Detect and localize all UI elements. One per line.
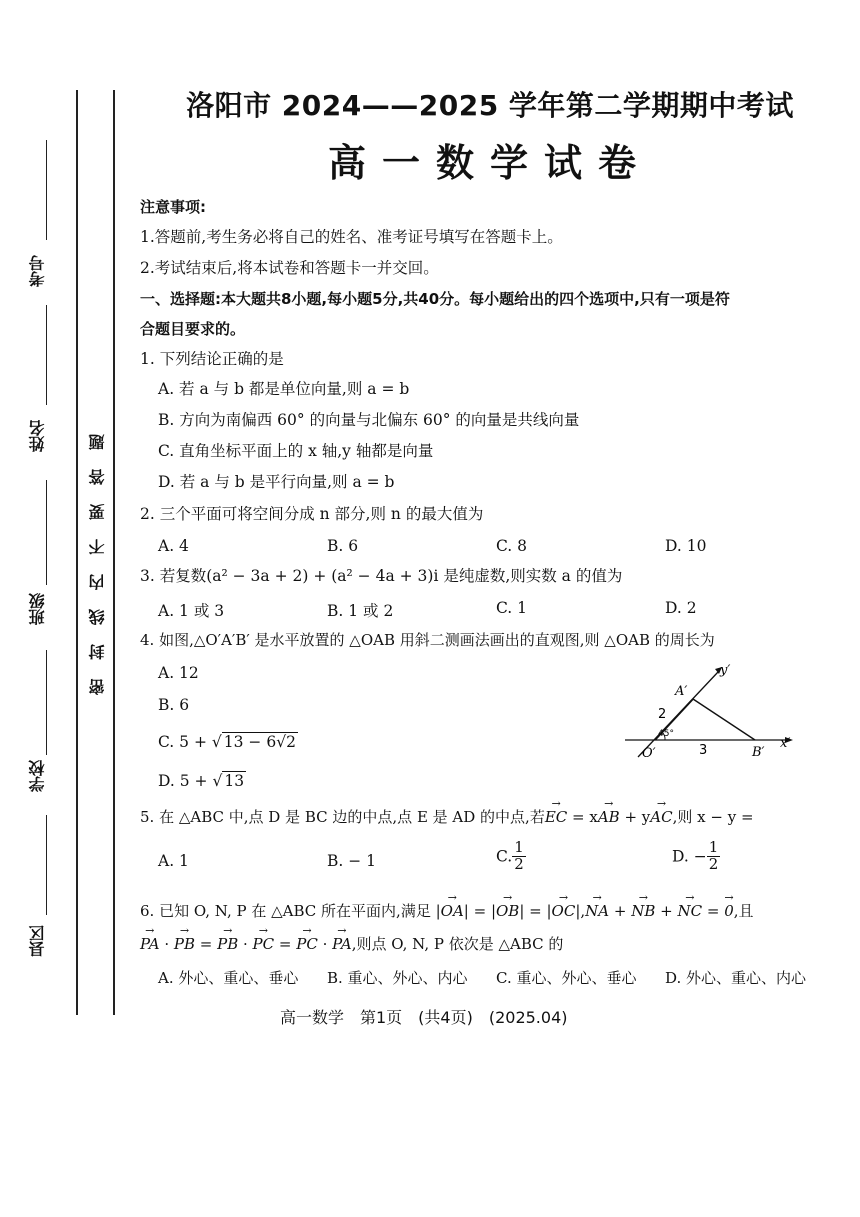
q5-option-d	[672, 840, 720, 873]
q5-option-d-label: D. −	[672, 847, 707, 866]
q6-text: ,且	[733, 902, 754, 920]
q4-option-d	[158, 772, 246, 790]
q1-option-b: B. 方向为南偏西 60° 的向量与北偏东 60° 的向量是共线向量	[158, 411, 580, 429]
notes-heading: 注意事项:	[140, 198, 206, 216]
label-b-prime: B′	[752, 745, 765, 760]
length-ob: 3	[699, 743, 708, 758]
class-blank	[46, 480, 47, 585]
q6-text: +	[609, 902, 632, 920]
q3-stem: 3. 若复数(a² − 3a + 2) + (a² − 4a + 3)i 是纯虚数,则实数 a 的值为	[140, 567, 623, 585]
zero-vector: → 0	[724, 902, 734, 920]
note-item-2: 2.考试结束后,将本试卷和答题卡一并交回。	[140, 259, 439, 277]
label-o-prime: O′	[642, 746, 656, 761]
q4-option-d-prefix: D. 5 +	[158, 772, 213, 790]
q1-option-c: C. 直角坐标平面上的 x 轴,y 轴都是向量	[158, 442, 434, 460]
vector-oc: → OC	[552, 902, 576, 920]
vector-pb: → PB	[174, 935, 195, 953]
q5-option-b: B. − 1	[327, 852, 377, 870]
exam-number-label: 考号	[28, 255, 47, 287]
denominator: 2	[514, 854, 524, 873]
q6-stem-line1	[140, 902, 754, 920]
school-label: 学校	[28, 760, 47, 792]
q1-stem: 1. 下列结论正确的是	[140, 350, 284, 368]
vector-na: → NA	[585, 902, 609, 920]
q6-text: ·	[159, 935, 174, 953]
vector-pa: → PA	[140, 935, 160, 953]
q5-eq: = x	[567, 808, 598, 826]
segment-ab	[693, 699, 755, 740]
exam-title: 洛阳市 2024——2025 学年第二学期期中考试	[186, 89, 794, 122]
vector-nb: → NB	[631, 902, 655, 920]
vector-pc: → PC	[253, 935, 275, 953]
fraction	[707, 840, 721, 873]
q2-stem: 2. 三个平面可将空间分成 n 部分,则 n 的最大值为	[140, 505, 484, 523]
sqrt-sign: √	[212, 772, 223, 790]
q6-option-a: A. 外心、重心、垂心	[158, 969, 299, 987]
q5-stem-text: 5. 在 △ABC 中,点 D 是 BC 边的中点,点 E 是 AD 的中点,若	[140, 808, 545, 826]
q6-option-c: C. 重心、外心、垂心	[496, 969, 637, 987]
sqrt-sign: √	[211, 733, 222, 751]
vector-ab: → AB	[598, 808, 620, 826]
q6-text: =	[195, 935, 218, 953]
q2-option-d: D. 10	[665, 537, 707, 555]
q6-text: ·	[317, 935, 333, 953]
q2-option-c: C. 8	[496, 537, 528, 555]
q1-option-a: A. 若 a 与 b 都是单位向量,则 a = b	[158, 380, 410, 398]
q3-option-d: D. 2	[665, 599, 697, 617]
q3-option-c: C. 1	[496, 599, 528, 617]
q6-text: 6. 已知 O, N, P 在 △ABC 所在平面内,满足 |	[140, 902, 441, 920]
q5-tail: ,则 x − y =	[672, 808, 754, 826]
q6-option-d: D. 外心、重心、内心	[665, 969, 807, 987]
district-blank	[46, 815, 47, 915]
vector-ec: → EC	[545, 808, 567, 826]
numerator: 1	[708, 838, 719, 856]
q4-option-a: A. 12	[158, 664, 199, 682]
denominator: 2	[708, 854, 719, 873]
district-label: 县区	[28, 925, 47, 957]
q4-option-c-prefix: C. 5 +	[158, 733, 212, 751]
seal-line-notice: 密封线内不要答题	[88, 415, 107, 695]
q1-option-d: D. 若 a 与 b 是平行向量,则 a = b	[158, 473, 395, 491]
length-oa: 2	[658, 707, 667, 722]
q4-option-c-radicand: 13 − 6√2	[223, 733, 296, 751]
q4-stem: 4. 如图,△O′A′B′ 是水平放置的 △OAB 用斜二测画法画出的直观图,则 △OAB 的周长为	[140, 631, 715, 649]
label-a-prime: A′	[675, 684, 688, 699]
q6-text: ·	[238, 935, 253, 953]
vector-oa: → OA	[441, 902, 464, 920]
vector-pc: → PC	[296, 935, 318, 953]
q3-option-b: B. 1 或 2	[327, 602, 394, 620]
vector-ob: → OB	[496, 902, 519, 920]
label-y-prime: y′	[720, 663, 731, 678]
q4-option-c	[158, 733, 298, 751]
q6-text: |,	[575, 902, 586, 920]
margin-rule-outer	[76, 90, 78, 1015]
q4-option-d-radicand: 13	[224, 772, 245, 790]
label-x-prime: x′	[780, 736, 791, 751]
name-label: 姓名	[28, 420, 47, 452]
margin-rule-inner	[113, 90, 115, 1015]
numerator: 1	[514, 838, 524, 856]
q2-option-b: B. 6	[327, 537, 359, 555]
q4-oblique-figure	[620, 660, 800, 765]
q6-text: | = |	[463, 902, 496, 920]
q6-text: =	[274, 935, 297, 953]
q6-text: =	[702, 902, 725, 920]
q6-option-b: B. 重心、外心、内心	[327, 969, 468, 987]
q6-text: | = |	[519, 902, 552, 920]
q6-text: ,则点 O, N, P 依次是 △ABC 的	[351, 935, 564, 953]
vector-ac: → AC	[650, 808, 672, 826]
q5-stem	[140, 808, 754, 826]
vector-nc: → NC	[678, 902, 703, 920]
school-blank	[46, 650, 47, 755]
q5-option-c-label: C.	[496, 847, 513, 866]
page-footer: 高一数学 第1页 (共4页) (2025.04)	[280, 1008, 568, 1027]
section-heading-cont: 合题目要求的。	[140, 320, 246, 338]
q5-option-a: A. 1	[158, 852, 189, 870]
angle-label: 45°	[658, 729, 674, 739]
vector-pa: → PA	[332, 935, 352, 953]
vector-pb: → PB	[217, 935, 238, 953]
paper-title: 高一数学试卷	[327, 141, 652, 185]
q3-option-a: A. 1 或 3	[158, 602, 225, 620]
q5-plus: + y	[619, 808, 651, 826]
fraction	[512, 840, 526, 873]
q6-stem-line2	[140, 935, 563, 953]
q4-option-b: B. 6	[158, 696, 190, 714]
q6-text: +	[655, 902, 678, 920]
section-heading: 一、选择题:本大题共8小题,每小题5分,共40分。每小题给出的四个选项中,只有一项是符	[140, 290, 730, 308]
q2-option-a: A. 4	[158, 537, 189, 555]
exam-number-blank	[46, 140, 47, 240]
name-blank	[46, 305, 47, 405]
class-label: 班级	[28, 593, 47, 625]
q5-option-c	[496, 840, 526, 873]
note-item-1: 1.答题前,考生务必将自己的姓名、准考证号填写在答题卡上。	[140, 228, 563, 246]
